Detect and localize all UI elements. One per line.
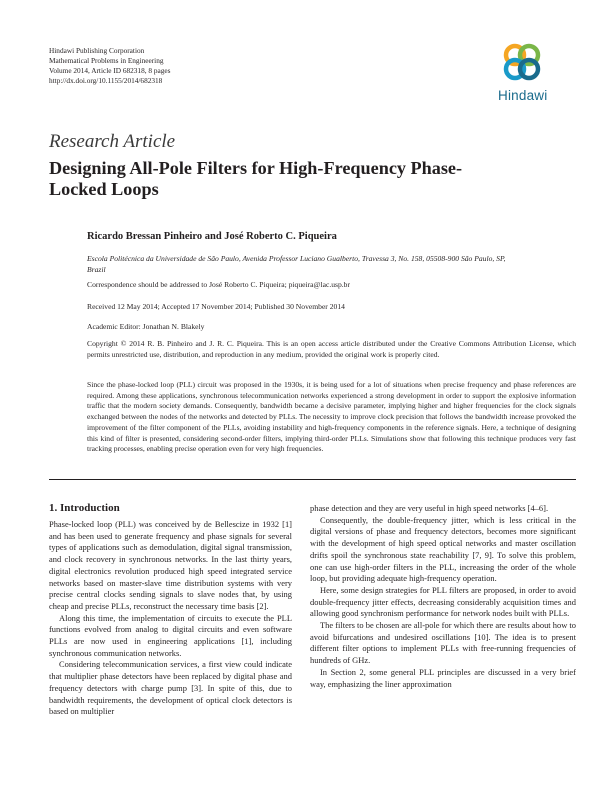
doi-line[interactable]: http://dx.doi.org/10.1155/2014/682318 bbox=[49, 76, 163, 85]
section-heading: 1. Introduction bbox=[49, 502, 120, 514]
affiliation: Escola Politécnica da Universidade de São Paulo, Avenida Professor Luciano Gualberto, Travessa 3, No. 158, 05508-900 São Paulo, SP, Brazil bbox=[87, 254, 506, 274]
logo-wordmark: Hindawi bbox=[498, 88, 548, 103]
paragraph: Consequently, the double-frequency jitter, which is less critical in the digital versions of phase and frequency detectors, becomes more significant with the development of high speed optical networks and master oscillation drifts spoil the synchronous state reachability [7, 9]. To solve this problem, one can use high-order filters in the PLL, increasing the order of the whole loop, but providing adequate high-frequency operation. bbox=[310, 514, 576, 584]
author-list: Ricardo Bressan Pinheiro and José Roberto C. Piqueira bbox=[87, 231, 337, 242]
hindawi-logo bbox=[488, 40, 556, 108]
publication-info bbox=[49, 46, 170, 86]
paragraph: Considering telecommunication services, a first view could indicate that multiplier phase detectors have been replaced by digital phase and frequency detectors with charge pump [3]. In spite of this, due to bandwidth requirements, the development of optical clock detectors is based on multiplier bbox=[49, 659, 292, 717]
hindawi-rings-icon bbox=[488, 40, 556, 86]
paragraph: Phase-locked loop (PLL) was conceived by de Bellescize in 1932 [1] and has been used to generate frequency and phase signals for several types of applications such as demodulation, digital signal transmission, and clock recovery in synchronous networks. In the last thirty years, digital electronics revolution produced high speed integrated service networks based on master-slave time distribution systems with very precise central clocks sending signals to slave nodes that, by using cheap and precise PLLs, reconstruct the necessary time basis [2]. bbox=[49, 519, 292, 611]
body-column-left bbox=[49, 519, 292, 718]
correspondence: Correspondence should be addressed to José Roberto C. Piqueira; piqueira@lac.usp.br bbox=[87, 280, 351, 289]
academic-editor: Academic Editor: Jonathan N. Blakely bbox=[87, 322, 205, 331]
abstract: Since the phase-locked loop (PLL) circuit was proposed in the 1930s, it is being used for a lot of situations when precise frequency and phase references are required. Among these applications, synchronous telecommunication networks experienced a strong development in order to support the explosive information traffic that the modern society demands. Consequently, bandwidth became a decisive parameter, implying higher and higher frequencies for the clock signals exchanged between the nodes of the networks and detected by PLLs. The necessity to improve clock precision that follows the bandwidth increase provoked the improvement of the filter component of the PLLs, avoiding instability and high-frequency components in the reference signals. Here, a technique of designing this kind of filter is presented, considering second-order filters, implying third-order PLLs. Simulations show that following this technique produces very fast tracking processes, enabling precise operation even for very high frequencies. bbox=[87, 380, 576, 454]
paragraph: In Section 2, some general PLL principles are discussed in a very brief way, emphasizing the liner approximation bbox=[310, 666, 576, 689]
volume-line: Volume 2014, Article ID 682318, 8 pages bbox=[49, 66, 171, 75]
paragraph: The filters to be chosen are all-pole for which there are results about how to avoid bifurcations and undesired oscillations [10]. The idea is to present different filter options to implement PLLs with free-running frequencies of hundreds of GHz. bbox=[310, 620, 576, 666]
paragraph: Here, some design strategies for PLL filters are proposed, in order to avoid double-frequency jitter effects, decreasing considerably acquisition times and allowing good synchronism performance for network nodes built with PLLs. bbox=[310, 584, 576, 619]
journal-line: Mathematical Problems in Engineering bbox=[49, 56, 164, 65]
article-title: Designing All-Pole Filters for High-Frequency Phase-Locked Loops bbox=[49, 158, 463, 199]
publisher-line: Hindawi Publishing Corporation bbox=[49, 46, 145, 55]
publication-dates: Received 12 May 2014; Accepted 17 November 2014; Published 30 November 2014 bbox=[87, 302, 345, 311]
copyright-notice: Copyright © 2014 R. B. Pinheiro and J. R. C. Piqueira. This is an open access article distributed under the Creative Commons Attribution License, which permits unrestricted use, distribution, and reproduction in any medium, provided the original work is properly cited. bbox=[87, 339, 576, 359]
body-column-right bbox=[310, 503, 576, 690]
paragraph: phase detection and they are very useful in high speed networks [4–6]. bbox=[310, 503, 549, 513]
paragraph: Along this time, the implementation of circuits to execute the PLL functions evolved from analog to digital circuits and even software PLLs are now used in engineering applications [1], including synchronous communication networks. bbox=[49, 612, 292, 658]
article-type: Research Article bbox=[49, 131, 176, 152]
divider bbox=[49, 479, 576, 480]
